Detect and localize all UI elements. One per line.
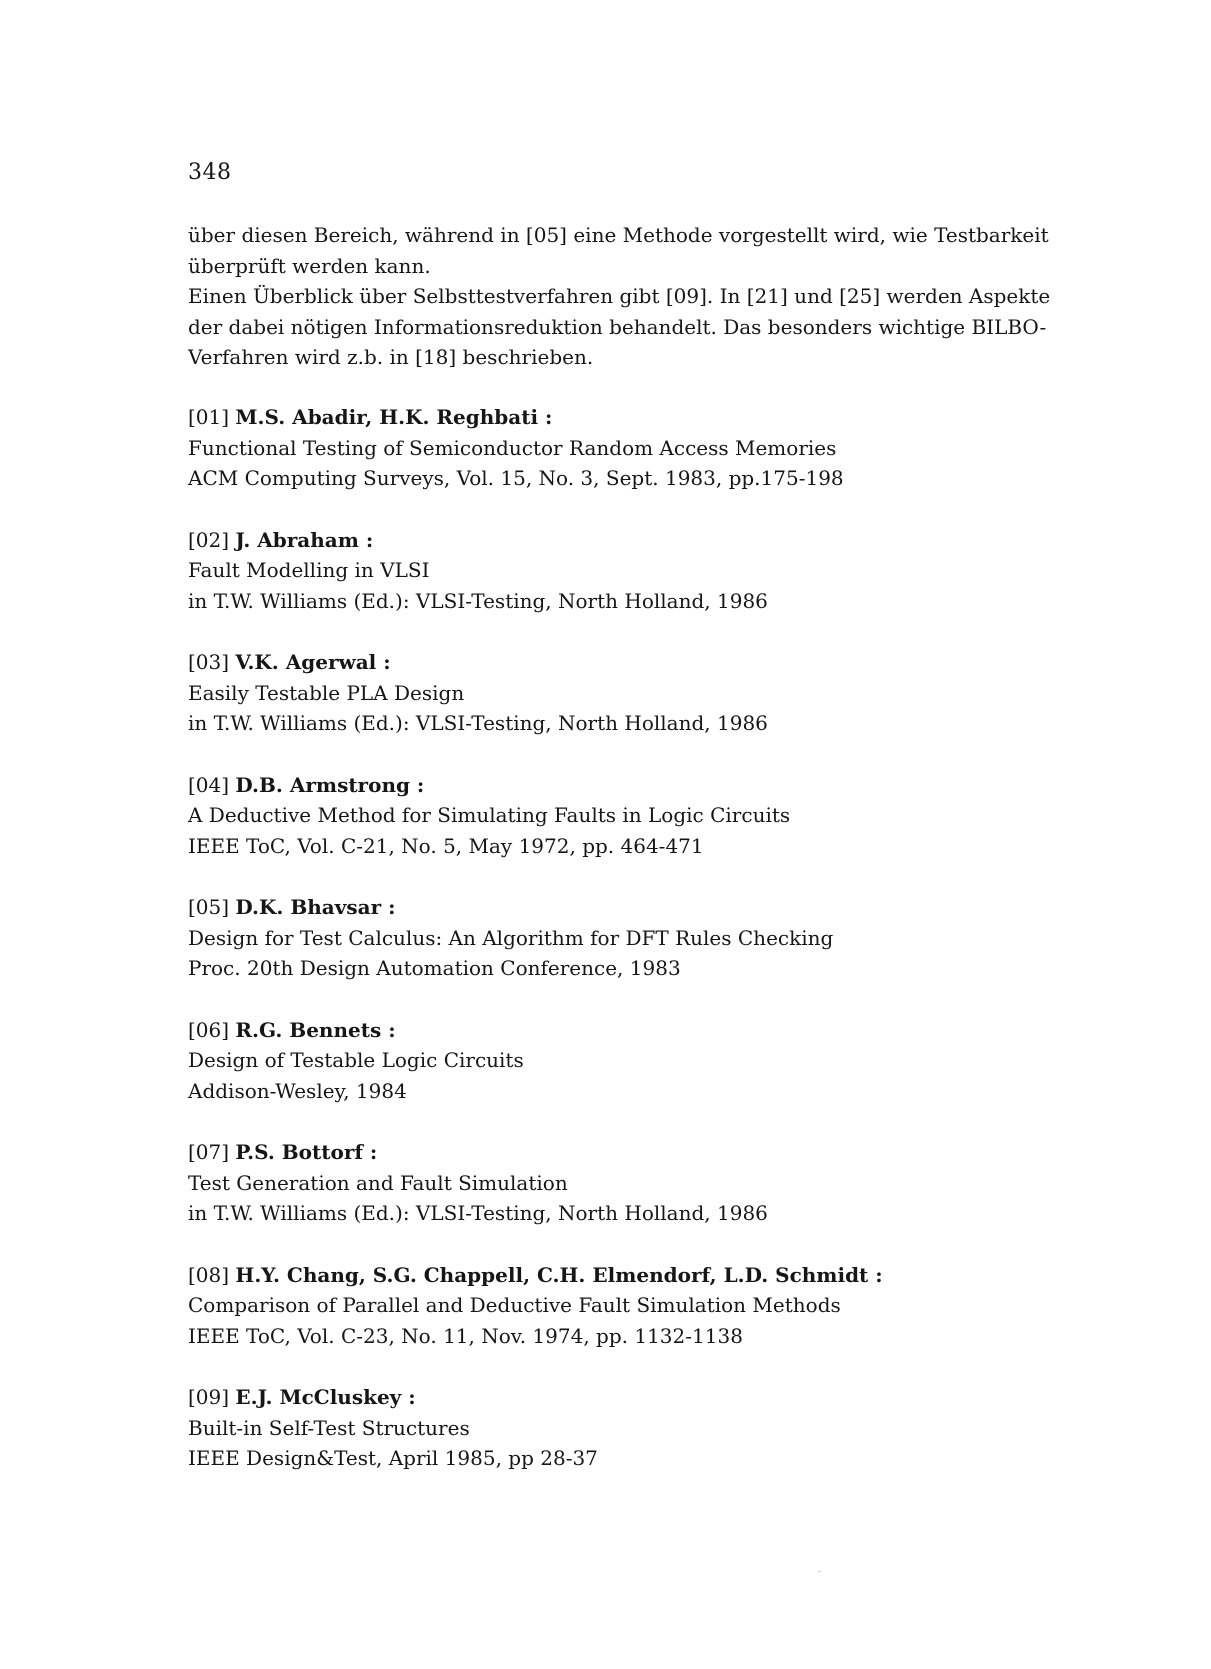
reference-authors: R.G. Bennets :	[235, 1017, 396, 1042]
reference-entry	[188, 770, 1128, 862]
reference-title: Easily Testable PLA Design	[188, 680, 465, 705]
reference-title: Design for Test Calculus: An Algorithm for DFT Rules Checking	[188, 925, 834, 950]
reference-title: Built-in Self-Test Structures	[188, 1415, 470, 1440]
reference-source: Proc. 20th Design Automation Conference, 1983	[188, 956, 681, 980]
reference-source: ACM Computing Surveys, Vol. 15, No. 3, Sept. 1983, pp.175-198	[188, 466, 844, 490]
reference-title: Comparison of Parallel and Deductive Fault Simulation Methods	[188, 1293, 841, 1317]
reference-title: A Deductive Method for Simulating Faults in Logic Circuits	[188, 803, 791, 827]
reference-source: IEEE ToC, Vol. C-23, No. 11, Nov. 1974, pp. 1132-1138	[188, 1323, 743, 1348]
reference-heading	[188, 402, 1128, 433]
reference-number: [04]	[188, 772, 230, 797]
reference-source: Addison-Wesley, 1984	[188, 1078, 407, 1103]
intro-line-1: über diesen Bereich, während in [05] eine Methode vorgestellt wird, wie Testbarkeit	[188, 223, 1049, 247]
reference-entry	[188, 1137, 1128, 1229]
reference-entry	[188, 647, 1128, 739]
reference-number: [09]	[188, 1385, 230, 1409]
reference-authors: E.J. McCluskey :	[235, 1385, 416, 1409]
reference-source: in T.W. Williams (Ed.): VLSI-Testing, North Holland, 1986	[188, 711, 768, 735]
reference-entry	[188, 402, 1128, 494]
reference-authors: H.Y. Chang, S.G. Chappell, C.H. Elmendorf, L.D. Schmidt :	[235, 1262, 883, 1287]
reference-source: in T.W. Williams (Ed.): VLSI-Testing, North Holland, 1986	[188, 588, 768, 613]
intro-line-2: überprüft werden kann.	[188, 253, 431, 278]
reference-authors: J. Abraham :	[235, 527, 374, 552]
reference-number: [05]	[188, 895, 230, 919]
reference-number: [06]	[188, 1017, 230, 1042]
reference-source: IEEE Design&Test, April 1985, pp 28-37	[188, 1446, 598, 1470]
reference-entry	[188, 525, 1128, 617]
reference-authors: V.K. Agerwal :	[235, 650, 391, 674]
reference-entry	[188, 1382, 1128, 1474]
reference-entry	[188, 892, 1128, 984]
reference-title: Fault Modelling in VLSI	[188, 558, 430, 582]
intro-line-5: Verfahren wird z.b. in [18] beschrieben.	[188, 345, 594, 369]
reference-number: [01]	[188, 405, 230, 429]
reference-title: Design of Testable Logic Circuits	[188, 1048, 524, 1072]
reference-source: IEEE ToC, Vol. C-21, No. 5, May 1972, pp. 464-471	[188, 833, 704, 858]
scan-speck	[818, 1571, 821, 1572]
reference-authors: D.B. Armstrong :	[235, 772, 425, 797]
reference-heading	[188, 1260, 1128, 1291]
reference-source: in T.W. Williams (Ed.): VLSI-Testing, North Holland, 1986	[188, 1201, 768, 1225]
reference-title: Test Generation and Fault Simulation	[188, 1170, 568, 1195]
reference-number: [02]	[188, 527, 230, 552]
reference-heading	[188, 1137, 1128, 1168]
reference-heading	[188, 647, 1128, 678]
reference-title: Functional Testing of Semiconductor Random Access Memories	[188, 435, 837, 460]
reference-heading	[188, 525, 1128, 556]
intro-line-3: Einen Überblick über Selbsttestverfahren gibt [09]. In [21] und [25] werden Aspekte	[188, 284, 1051, 308]
page-number: 348	[188, 160, 232, 185]
reference-heading	[188, 892, 1128, 923]
reference-number: [03]	[188, 650, 230, 674]
reference-authors: P.S. Bottorf :	[235, 1140, 378, 1164]
reference-number: [07]	[188, 1140, 230, 1164]
reference-number: [08]	[188, 1262, 230, 1287]
reference-authors: D.K. Bhavsar :	[235, 895, 396, 919]
intro-paragraph	[188, 220, 1108, 373]
reference-list	[188, 402, 1128, 1505]
reference-entry	[188, 1260, 1128, 1352]
reference-entry	[188, 1015, 1128, 1107]
intro-line-4: der dabei nötigen Informationsreduktion behandelt. Das besonders wichtige BILBO-	[188, 314, 1047, 339]
reference-authors: M.S. Abadir, H.K. Reghbati :	[235, 405, 553, 429]
reference-heading	[188, 1015, 1128, 1046]
reference-heading	[188, 770, 1128, 801]
reference-heading	[188, 1382, 1128, 1413]
